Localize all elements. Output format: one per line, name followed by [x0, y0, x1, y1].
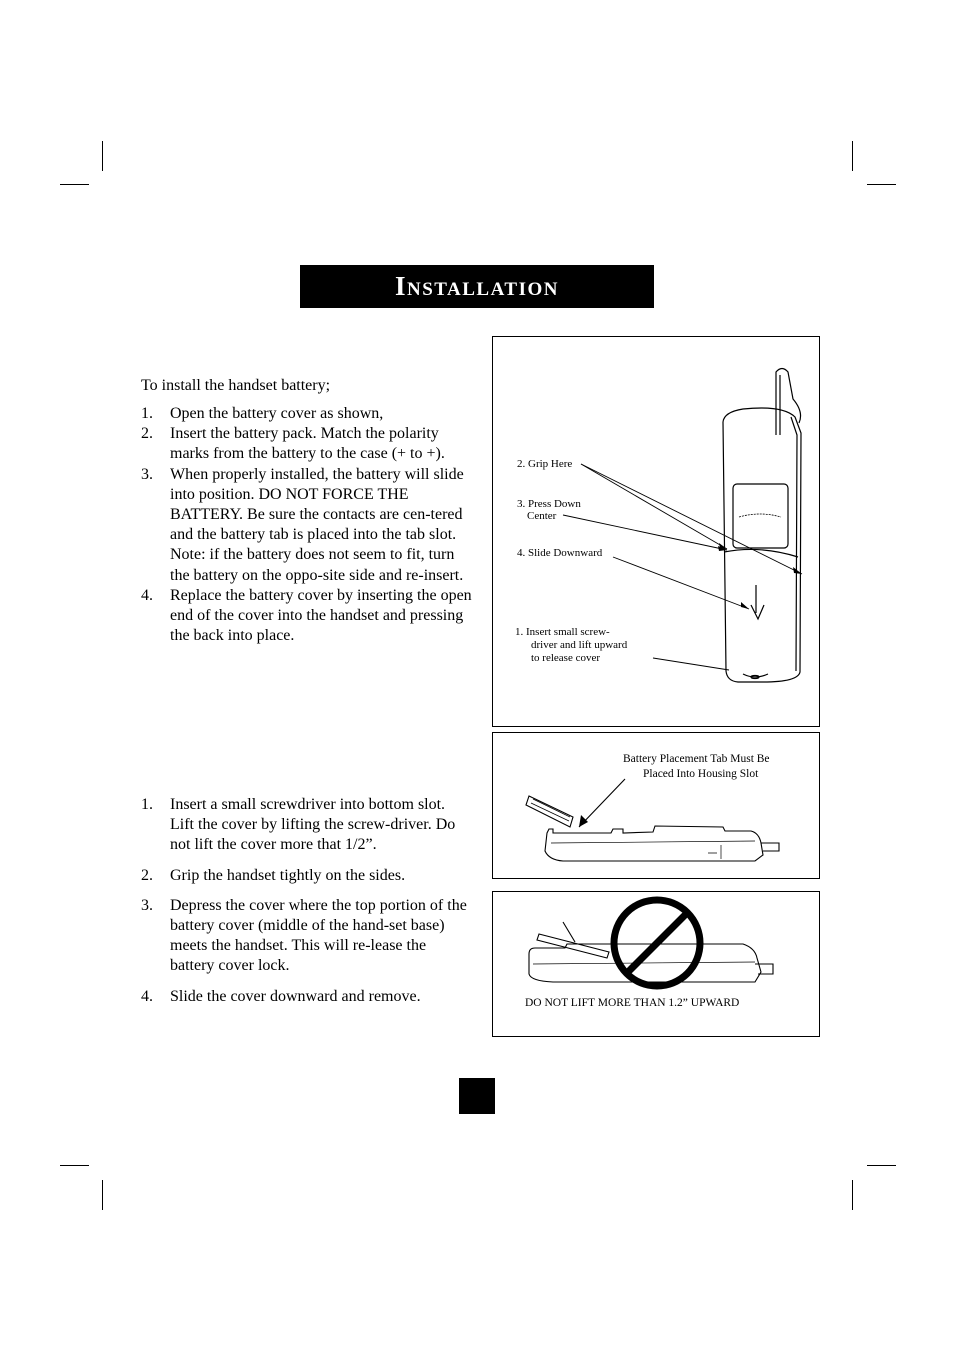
handset-drawing — [493, 337, 819, 726]
press-down-label: 3. Press Down — [517, 498, 581, 510]
install-intro: To install the handset battery; — [141, 377, 331, 394]
list-item: 4. Replace the battery cover by inserting the open end of the cover into the handset and pressing the back into place. — [141, 586, 472, 645]
warning-figure — [492, 891, 820, 1037]
warning-caption: DO NOT LIFT MORE THAN 1.2” UPWARD — [525, 997, 740, 1009]
handset-figure — [492, 336, 820, 727]
crop-mark — [852, 141, 853, 171]
grip-here-label: 2. Grip Here — [517, 458, 573, 470]
list-item: 3. When properly installed, the battery will slide into position. DO NOT FORCE THE BATTERY. Be sure the contacts are cen-tered and the battery tab is placed into the tab slot. Note: if the battery does not seem to fit, turn the battery on the oppo-site side and re-insert. — [141, 465, 464, 584]
tab-label-line2: Placed Into Housing Slot — [643, 768, 759, 780]
remove-steps-list — [141, 795, 471, 1017]
battery-tab-figure — [492, 732, 820, 879]
crop-mark — [102, 1180, 103, 1210]
list-item: 2. Grip the handset tightly on the sides. — [141, 866, 406, 884]
press-down-label-line2: Center — [527, 510, 557, 522]
insert-screwdriver-label-line2: driver and lift upward — [531, 639, 628, 651]
warning-drawing — [493, 892, 819, 1036]
crop-mark — [867, 1165, 896, 1166]
tab-label: Battery Placement Tab Must Be — [623, 753, 770, 765]
list-item: 4. Slide the cover downward and remove. — [141, 987, 421, 1005]
crop-mark — [852, 1180, 853, 1210]
insert-screwdriver-label-line3: to release cover — [531, 652, 601, 664]
crop-mark — [60, 1165, 89, 1166]
insert-screwdriver-label: 1. Insert small screw- — [515, 626, 610, 638]
crop-mark — [102, 141, 103, 171]
install-steps-list — [141, 404, 476, 646]
list-item: 3. Depress the cover where the top portion of the battery cover (middle of the hand-set base) meets the handset. This will re-lease the battery cover lock. — [141, 896, 467, 975]
crop-mark — [867, 184, 896, 185]
list-item: 2. Insert the battery pack. Match the polarity marks from the battery to the case (+ to +). — [141, 425, 445, 463]
page-number-box — [459, 1078, 495, 1114]
slide-downward-label: 4. Slide Downward — [517, 547, 603, 559]
list-item: 1. Insert a small screwdriver into bottom slot. Lift the cover by lifting the screw-driver. Do not lift the cover more that 1/2”. — [141, 796, 456, 854]
list-item: 1. Open the battery cover as shown, — [141, 405, 384, 422]
section-title: Installation — [300, 265, 654, 308]
crop-mark — [60, 184, 89, 185]
